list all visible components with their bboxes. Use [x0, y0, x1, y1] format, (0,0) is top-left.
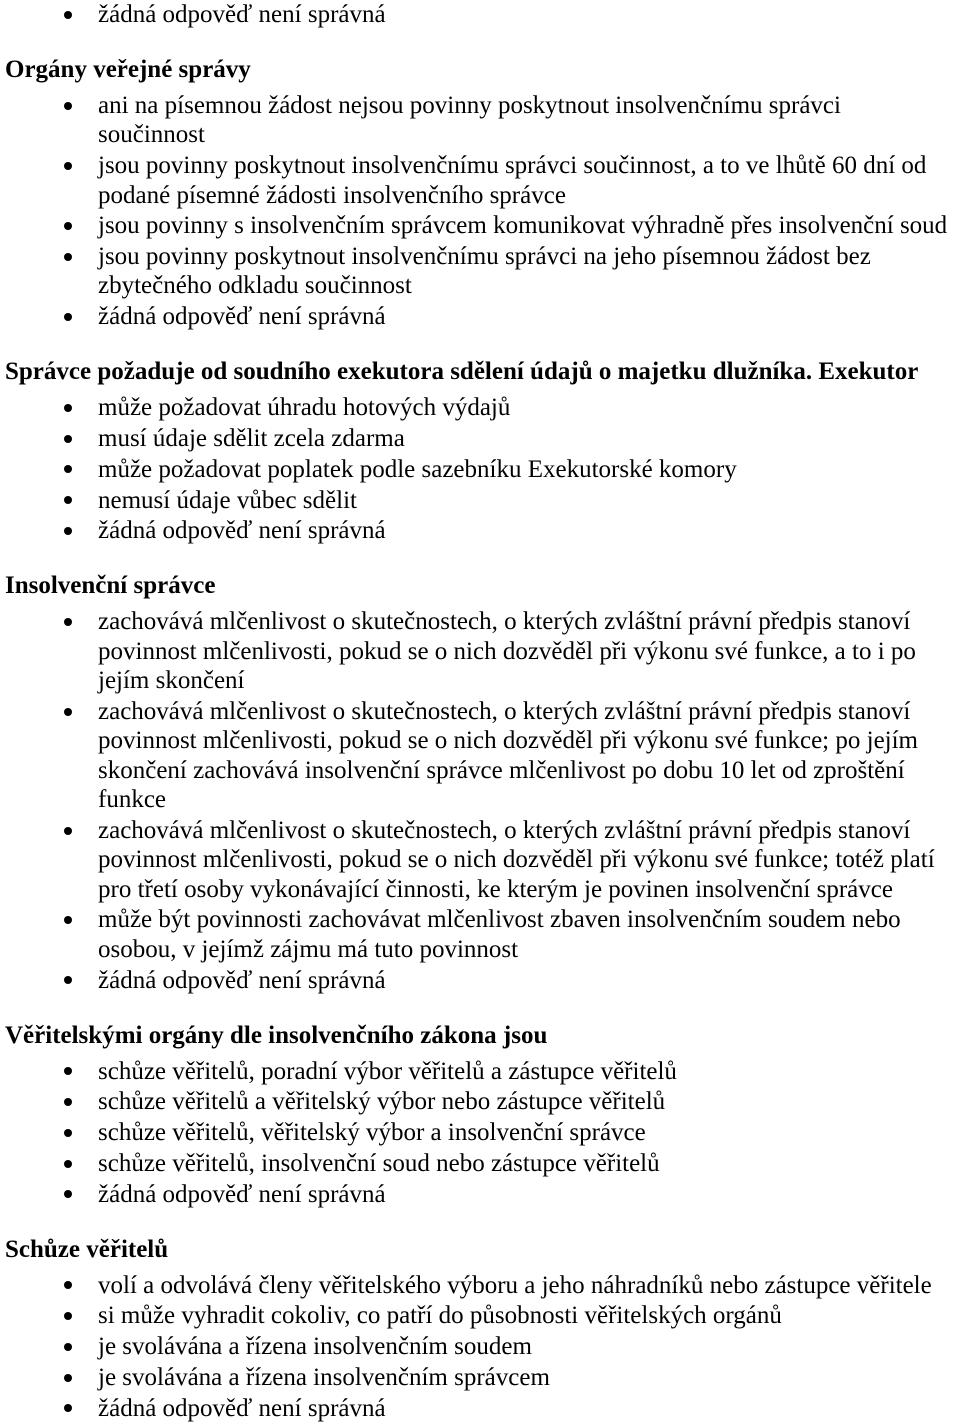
- answer-text-line: jejím skončení: [98, 667, 245, 695]
- answer-text-line: schůze věřitelů, insolvenční soud nebo zástupce věřitelů: [98, 1149, 660, 1177]
- bullet-icon: [64, 102, 72, 110]
- answer-text-line: nemusí údaje vůbec sdělit: [98, 486, 357, 514]
- answer-text-line: zachovává mlčenlivost o skutečnostech, o kterých zvláštní právní předpis stanoví: [98, 608, 911, 636]
- question-block: [0, 571, 960, 996]
- question-text: Správce požaduje od soudního exekutora sdělení údajů o majetku dlužníka. Exekutor: [5, 358, 919, 386]
- bullet-icon: [64, 1281, 72, 1289]
- answer-option: [98, 211, 960, 242]
- answer-option: [98, 905, 960, 965]
- question-block: [0, 1235, 960, 1425]
- answer-text-line: žádná odpověď není správná: [98, 1180, 386, 1208]
- question-text: Věřitelskými orgány dle insolvenčního zákona jsou: [5, 1021, 548, 1049]
- answer-option: [98, 966, 960, 997]
- answer-option: [98, 697, 960, 816]
- answer-text-line: žádná odpověď není správná: [98, 966, 386, 994]
- answer-option: [98, 1087, 960, 1118]
- answer-list: [0, 607, 960, 996]
- bullet-icon: [64, 404, 72, 412]
- answer-option: [98, 424, 960, 455]
- bullet-icon: [64, 465, 72, 473]
- answer-option: [98, 151, 960, 211]
- answer-option: [98, 1118, 960, 1149]
- answer-text-line: povinnost mlčenlivosti, pokud se o nich dozvěděl při výkonu své funkce; totéž platí: [98, 846, 935, 874]
- answer-text-line: je svolávána a řízena insolvenčním soudem: [98, 1333, 532, 1361]
- bullet-icon: [64, 827, 72, 835]
- answer-text-line: funkce: [98, 786, 167, 814]
- answer-text-line: žádná odpověď není správná: [98, 1, 386, 28]
- answer-option: [98, 1301, 960, 1332]
- answer-option: [98, 516, 960, 547]
- bullet-icon: [64, 313, 72, 321]
- answer-text-line: povinnost mlčenlivosti, pokud se o nich dozvěděl při výkonu své funkce; po jejím: [98, 727, 919, 755]
- answer-option: [98, 816, 960, 906]
- answer-text-line: si může vyhradit cokoliv, co patří do působnosti věřitelských orgánů: [98, 1302, 782, 1330]
- bullet-icon: [64, 435, 72, 443]
- answer-list: [0, 1271, 960, 1425]
- answer-option: [98, 1180, 960, 1211]
- bullet-icon: [64, 496, 72, 504]
- bullet-icon: [64, 1098, 72, 1106]
- answer-option: [98, 1363, 960, 1394]
- answer-option: [98, 607, 960, 697]
- question-text: Insolvenční správce: [5, 572, 216, 600]
- answer-text-line: může požadovat poplatek podle sazebníku Exekutorské komory: [98, 455, 737, 483]
- answer-text-line: schůze věřitelů a věřitelský výbor nebo zástupce věřitelů: [98, 1088, 666, 1116]
- question-block: [0, 357, 960, 547]
- question-block: [0, 55, 960, 333]
- answer-text-line: může požadovat úhradu hotových výdajů: [98, 394, 511, 422]
- answer-text-line: zachovává mlčenlivost o skutečnostech, o kterých zvláštní právní předpis stanoví: [98, 816, 911, 844]
- answer-option: [98, 393, 960, 424]
- answer-option: [98, 0, 960, 31]
- answer-option: [98, 1332, 960, 1363]
- answer-text-line: zachovává mlčenlivost o skutečnostech, o kterých zvláštní právní předpis stanoví: [98, 697, 911, 725]
- answer-option: [98, 242, 960, 302]
- bullet-icon: [64, 162, 72, 170]
- answer-text-line: osobou, v jejímž zájmu má tuto povinnost: [98, 935, 519, 963]
- bullet-icon: [64, 11, 72, 19]
- answer-text-line: součinnost: [98, 121, 205, 149]
- answer-text-line: může být povinnosti zachovávat mlčenlivost zbaven insolvenčním soudem nebo: [98, 906, 901, 934]
- answer-option: [98, 1271, 960, 1302]
- answer-list: [0, 0, 960, 31]
- answer-text-line: jsou povinny poskytnout insolvenčnímu správci součinnost, a to ve lhůtě 60 dní od: [98, 152, 927, 180]
- bullet-icon: [64, 1067, 72, 1075]
- bullet-icon: [64, 1190, 72, 1198]
- bullet-icon: [64, 618, 72, 626]
- bullet-icon: [64, 976, 72, 984]
- bullet-icon: [64, 1129, 72, 1137]
- answer-text-line: žádná odpověď není správná: [98, 303, 386, 331]
- bullet-icon: [64, 222, 72, 230]
- answer-text-line: žádná odpověď není správná: [98, 1394, 386, 1422]
- bullet-icon: [64, 253, 72, 261]
- answer-text-line: skončení zachovává insolvenční správce mlčenlivost po dobu 10 let od zproštění: [98, 756, 905, 784]
- bullet-icon: [64, 1404, 72, 1412]
- answer-text-line: povinnost mlčenlivosti, pokud se o nich dozvěděl při výkonu své funkce, a to i po: [98, 637, 916, 665]
- question-text: Orgány veřejné správy: [5, 55, 251, 83]
- question-block: [0, 1021, 960, 1211]
- answer-option: [98, 486, 960, 517]
- answer-option: [98, 302, 960, 333]
- answer-text-line: zbytečného odkladu součinnost: [98, 272, 412, 300]
- question-text: Schůze věřitelů: [5, 1235, 169, 1263]
- answer-list: [0, 91, 960, 333]
- answer-list: [0, 1057, 960, 1211]
- answer-text-line: jsou povinny s insolvenčním správcem komunikovat výhradně přes insolvenční soud: [98, 212, 948, 240]
- answer-option: [98, 455, 960, 486]
- answer-text-line: jsou povinny poskytnout insolvenčnímu správci na jeho písemnou žádost bez: [98, 243, 871, 271]
- answer-option: [98, 1149, 960, 1180]
- bullet-icon: [64, 1312, 72, 1320]
- answer-option: [98, 1394, 960, 1425]
- bullet-icon: [64, 1160, 72, 1168]
- answer-text-line: podané písemné žádosti insolvenčního správce: [98, 181, 566, 209]
- answer-text-line: žádná odpověď není správná: [98, 517, 386, 545]
- answer-text-line: musí údaje sdělit zcela zdarma: [98, 425, 405, 453]
- answer-option: [98, 1057, 960, 1088]
- answer-list: [0, 393, 960, 547]
- bullet-icon: [64, 916, 72, 924]
- bullet-icon: [64, 1343, 72, 1351]
- bullet-icon: [64, 527, 72, 535]
- answer-text-line: pro třetí osoby vykonávající činnosti, ke kterým je povinen insolvenční správce: [98, 875, 893, 903]
- answer-text-line: je svolávána a řízena insolvenčním správcem: [98, 1363, 550, 1391]
- answer-text-line: ani na písemnou žádost nejsou povinny poskytnout insolvenčnímu správci: [98, 91, 841, 119]
- bullet-icon: [64, 708, 72, 716]
- answer-text-line: schůze věřitelů, věřitelský výbor a insolvenční správce: [98, 1119, 646, 1147]
- bullet-icon: [64, 1374, 72, 1382]
- answer-text-line: schůze věřitelů, poradní výbor věřitelů a zástupce věřitelů: [98, 1057, 677, 1085]
- answer-option: [98, 91, 960, 151]
- answer-text-line: volí a odvolává členy věřitelského výboru a jeho náhradníků nebo zástupce věřitele: [98, 1271, 932, 1299]
